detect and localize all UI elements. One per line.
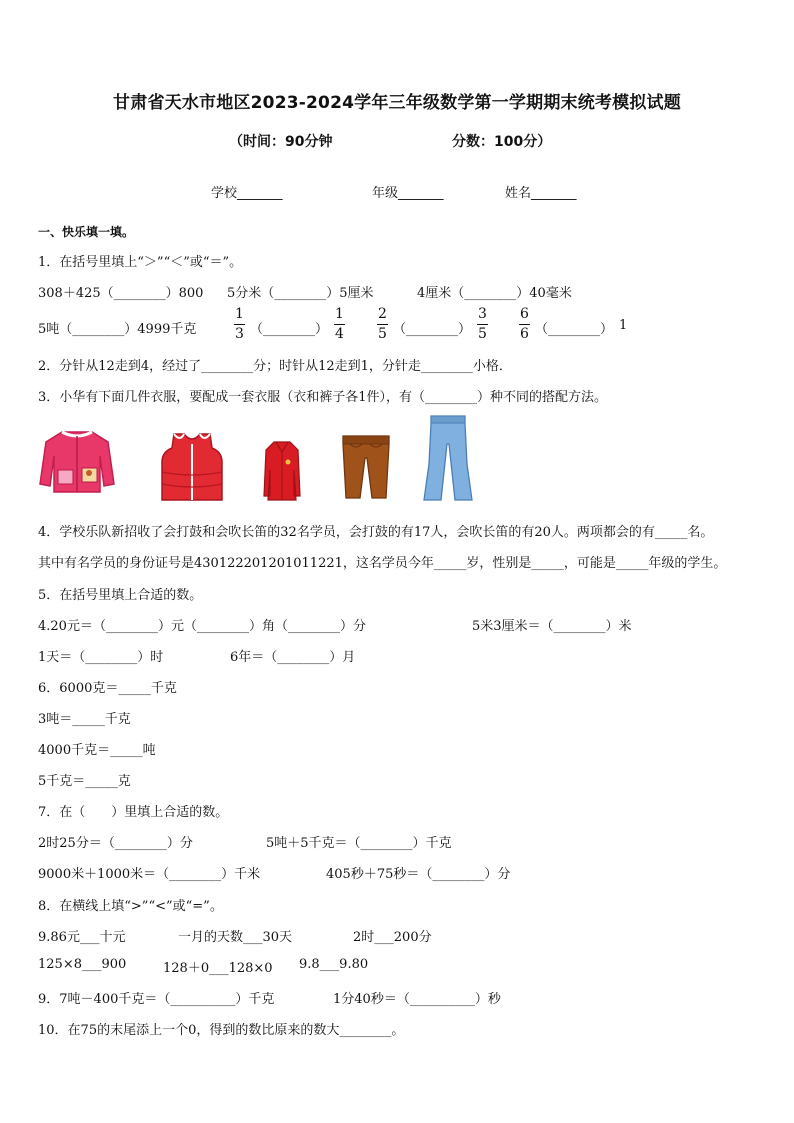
question-2: 2．分针从12走到4，经过了________分；时针从12走到1，分针走________小格． bbox=[38, 359, 512, 374]
question-8-stem: 8．在横线上填“>”“<”或“=”。 bbox=[38, 899, 223, 914]
name-field: 姓名_______ bbox=[505, 186, 577, 201]
question-6d: 5千克＝_____克 bbox=[38, 774, 131, 789]
question-4-line1: 4．学校乐队新招收了会打鼓和会吹长笛的32名学员，会打鼓的有17人，会吹长笛的有20人。两项都会的有_____名。 bbox=[38, 525, 714, 540]
question-5-stem: 5．在括号里填上合适的数。 bbox=[38, 588, 203, 603]
question-7b: 5吨＋5千克＝（________）千克 bbox=[266, 836, 452, 851]
compare-blank: （________） bbox=[250, 322, 329, 337]
compare-blank: （________） bbox=[393, 322, 472, 337]
question-8d: 125×8___900 bbox=[38, 957, 127, 972]
fraction-numerator: 1 bbox=[335, 306, 344, 322]
question-1d: 5吨（________）4999千克 bbox=[38, 322, 197, 337]
page-title: 甘肃省天水市地区2023-2024学年三年级数学第一学期期末统考模拟试题 bbox=[113, 93, 681, 113]
exam-time: （时间：90分钟 bbox=[229, 134, 333, 150]
question-5c: 1天＝（________）时 bbox=[38, 650, 164, 665]
fraction-denominator: 6 bbox=[520, 326, 529, 342]
question-9b: 1分40秒＝（__________）秒 bbox=[333, 992, 501, 1007]
question-7-stem: 7．在（ ）里填上合适的数。 bbox=[38, 805, 229, 820]
exam-score: 分数：100分） bbox=[452, 134, 552, 150]
question-6c: 4000千克＝_____吨 bbox=[38, 743, 156, 758]
question-5d: 6年＝（________）月 bbox=[230, 650, 356, 665]
question-8e: 128＋0___128×0 bbox=[163, 961, 273, 976]
compare-blank: （________） bbox=[535, 322, 614, 337]
fraction-numerator: 2 bbox=[378, 306, 387, 322]
question-1b: 5分米（________）5厘米 bbox=[227, 286, 374, 301]
fraction-1-3 bbox=[234, 306, 245, 343]
question-8a: 9.86元___十元 bbox=[38, 930, 126, 945]
pink-jacket-image bbox=[38, 426, 116, 498]
fraction-denominator: 5 bbox=[478, 326, 487, 342]
question-1c: 4厘米（________）40毫米 bbox=[417, 286, 572, 301]
question-10: 10．在75的末尾添上一个0，得到的数比原来的数大________。 bbox=[38, 1023, 405, 1038]
section-heading: 一、快乐填一填。 bbox=[38, 225, 135, 239]
fraction-1-4 bbox=[334, 306, 345, 343]
blue-jeans-image bbox=[423, 414, 473, 502]
question-1a: 308＋425（________）800 bbox=[38, 286, 204, 301]
fraction-3-5 bbox=[477, 306, 488, 343]
question-5b: 5米3厘米＝（________）米 bbox=[472, 619, 632, 634]
brown-pants-image bbox=[340, 432, 392, 500]
fraction-denominator: 3 bbox=[235, 326, 244, 342]
question-8f: 9.8___9.80 bbox=[299, 957, 369, 972]
question-7a: 2时25分＝（________）分 bbox=[38, 836, 193, 851]
question-8b: 一月的天数___30天 bbox=[178, 930, 293, 945]
fraction-6-6 bbox=[519, 306, 530, 343]
question-3-stem: 3．小华有下面几件衣服，要配成一套衣服（衣和裤子各1件），有（________）种不同的搭配方法。 bbox=[38, 390, 608, 405]
question-9a: 9．7吨－400千克＝（__________）千克 bbox=[38, 992, 275, 1007]
question-7d: 405秒＋75秒＝（________）分 bbox=[326, 867, 511, 882]
fraction-denominator: 4 bbox=[335, 326, 344, 342]
fraction-2-5 bbox=[377, 306, 388, 343]
school-field: 学校_______ bbox=[211, 186, 283, 201]
fraction-denominator: 5 bbox=[378, 326, 387, 342]
value-one: 1 bbox=[619, 318, 628, 333]
question-8c: 2时___200分 bbox=[353, 930, 432, 945]
fraction-numerator: 1 bbox=[235, 306, 244, 322]
question-6a: 6．6000克＝_____千克 bbox=[38, 681, 177, 696]
fraction-numerator: 3 bbox=[478, 306, 487, 322]
question-5a: 4.20元＝（________）元（________）角（________）分 bbox=[38, 619, 366, 634]
grade-field: 年级_______ bbox=[372, 186, 444, 201]
question-4-line2: 其中有名学员的身份证号是430122201201011221，这名学员今年_____岁，性别是_____，可能是_____年级的学生。 bbox=[38, 556, 727, 571]
red-vest-image bbox=[160, 432, 224, 502]
question-6b: 3吨＝_____千克 bbox=[38, 712, 131, 727]
red-coat-image bbox=[262, 440, 302, 502]
question-1-stem: 1．在括号里填上“＞”“＜”或“＝”。 bbox=[38, 255, 243, 270]
fraction-numerator: 6 bbox=[520, 306, 529, 322]
question-7c: 9000米＋1000米＝（________）千米 bbox=[38, 867, 261, 882]
